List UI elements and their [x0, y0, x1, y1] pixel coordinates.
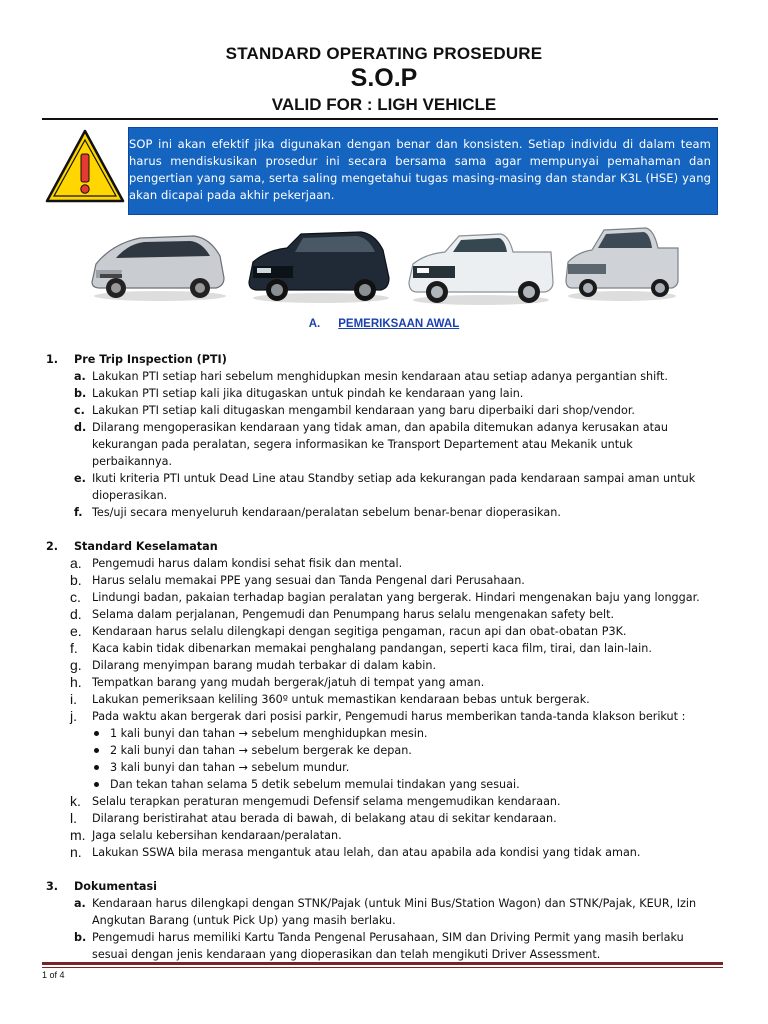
list-item: e. Kendaraan harus selalu dilengkapi dengan segitiga pengaman, racun api dan obat-obatan P3K. — [70, 623, 627, 639]
footer-rule-thick — [42, 962, 723, 965]
horn-signal-item: 3 kali bunyi dan tahan → sebelum mundur. — [46, 759, 726, 776]
list-item: d. Dilarang mengoperasikan kendaraan yang tidak aman, dan apabila ditemukan adanya kerusakan atau kekurangan pada peralatan, segera informasikan ke Transport Departement atau Mekanik untuk perbaikannya. — [74, 421, 669, 468]
list-item: b. Pengemudi harus memiliki Kartu Tanda Pengenal Perusahaan, SIM dan Driving Permit yang masih berlaku sesuai dengan jenis kendaraan yang dioperasikan dan telah mengikuti Driver Assessment. — [74, 931, 684, 961]
list-item: f. Kaca kabin tidak dibenarkan memakai penghalang pandangan, seperti kaca film, tirai, dan lain-lain. — [70, 640, 652, 656]
section-a-heading — [0, 318, 768, 330]
header-rule — [42, 118, 718, 120]
horn-signal-item: 2 kali bunyi dan tahan → sebelum bergerak ke depan. — [46, 742, 726, 759]
list-item: c. Lindungi badan, pakaian terhadap bagian peralatan yang bergerak. Hindari mengenakan baju yang longgar. — [70, 589, 700, 605]
list-item: j. Pada waktu akan bergerak dari posisi parkir, Pengemudi harus memberikan tanda-tanda klakson berikut : — [70, 708, 686, 724]
list-item: f. Tes/uji secara menyeluruh kendaraan/peralatan sebelum benar-benar dioperasikan. — [74, 506, 561, 519]
valid-for-label: VALID FOR : LIGH VEHICLE — [271, 95, 497, 114]
section-a-letter: A. — [308, 318, 321, 330]
horn-signal-item: Dan tekan tahan selama 5 detik sebelum memulai tindakan yang sesuai. — [46, 776, 726, 793]
list-item: l. Dilarang beristirahat atau berada di bawah, di belakang atau di sekitar kendaraan. — [70, 810, 557, 826]
horn-signal-item: 1 kali bunyi dan tahan → sebelum menghidupkan mesin. — [46, 725, 726, 742]
footer-rule-thin — [42, 967, 723, 968]
list-item: h. Tempatkan barang yang mudah bergerak/jatuh di tempat yang aman. — [70, 674, 485, 690]
list-item: b. Lakukan PTI setiap kali jika ditugaskan untuk pindah ke kendaraan yang lain. — [74, 387, 524, 400]
list-item: k. Selalu terapkan peraturan mengemudi Defensif selama mengemudikan kendaraan. — [70, 793, 561, 809]
document-title: STANDARD OPERATING PROSEDURE — [225, 44, 543, 63]
list-item: m. Jaga selalu kebersihan kendaraan/peralatan. — [70, 827, 342, 843]
list-item: i. Lakukan pemeriksaan keliling 360º untuk memastikan kendaraan bebas untuk bergerak. — [70, 691, 590, 707]
section-a-link[interactable]: PEMERIKSAAN AWAL — [338, 318, 460, 330]
document-subtitle: S.O.P — [350, 64, 418, 92]
section-pre-trip-inspection — [46, 351, 726, 521]
sop-content — [46, 351, 726, 963]
section-standard-keselamatan — [46, 538, 726, 861]
page-number: 1 of 4 — [42, 970, 65, 980]
list-item: c. Lakukan PTI setiap kali ditugaskan mengambil kendaraan yang baru diperbaiki dari shop/vendor. — [74, 404, 635, 417]
white-pickup-image — [405, 222, 557, 308]
section-heading: 3. Dokumentasi — [46, 880, 157, 893]
sop-notice-box — [128, 127, 718, 215]
list-item: b. Harus selalu memakai PPE yang sesuai dan Tanda Pengenal dari Perusahaan. — [70, 572, 525, 588]
list-item: a. Pengemudi harus dalam kondisi sehat fisik dan mental. — [70, 555, 403, 571]
list-item: a. Kendaraan harus dilengkapi dengan STNK/Pajak (untuk Mini Bus/Station Wagon) dan STNK/Pajak, KEUR, Izin Angkutan Barang (untuk Pick Up) yang masih berlaku. — [74, 897, 697, 927]
section-heading: 1. Pre Trip Inspection (PTI) — [46, 353, 227, 366]
list-item: g. Dilarang menyimpan barang mudah terbakar di dalam kabin. — [70, 657, 436, 673]
dark-suv-image — [243, 222, 397, 306]
list-item: e. Ikuti kriteria PTI untuk Dead Line atau Standby setiap ada kekurangan pada kendaraan sampai aman untuk dioperasikan. — [74, 472, 696, 502]
silver-mpv-image — [82, 222, 232, 304]
sop-notice-text: SOP ini akan efektif jika digunakan dengan benar dan konsisten. Setiap individu di dalam team harus mendiskusikan prosedur ini secara bersama sama agar mempunyai pemahaman dan pengertian yang sama, serta saling mengetahui tugas masing-masing dan standar K3L (HSE) yang akan dicapai pada akhir pekerjaan. — [129, 137, 711, 202]
list-item: n. Lakukan SSWA bila merasa mengantuk atau lelah, dan atau apabila ada kondisi yang tidak aman. — [70, 844, 641, 860]
silver-pickup-image — [562, 222, 682, 304]
list-item: a. Lakukan PTI setiap hari sebelum menghidupkan mesin kendaraan atau setiap adanya pergantian shift. — [74, 370, 668, 383]
vehicle-images — [0, 222, 768, 310]
warning-triangle-icon — [44, 128, 126, 204]
section-heading: 2. Standard Keselamatan — [46, 540, 218, 553]
section-dokumentasi — [46, 878, 726, 963]
list-item: d. Selama dalam perjalanan, Pengemudi dan Penumpang harus selalu mengenakan safety belt. — [70, 606, 615, 622]
